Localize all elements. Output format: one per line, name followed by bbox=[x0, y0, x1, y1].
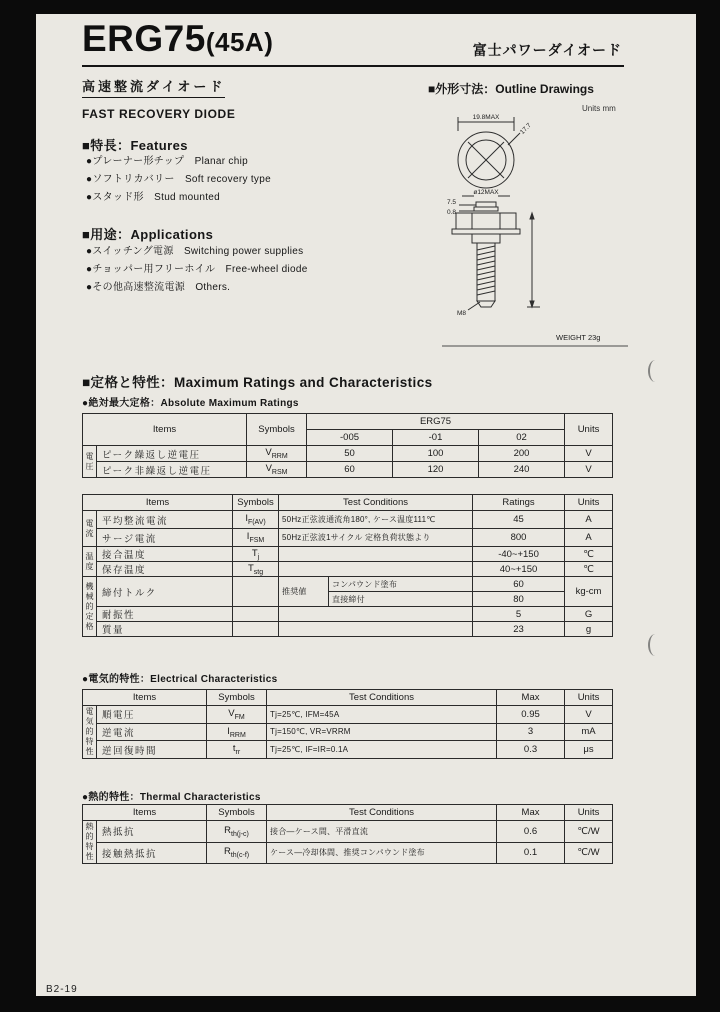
header-units: Units bbox=[565, 495, 613, 511]
header-symbols: Symbols bbox=[207, 690, 267, 706]
datasheet-page bbox=[36, 14, 696, 996]
cell-condition bbox=[279, 607, 473, 622]
cell-rating: 60 bbox=[473, 577, 565, 592]
symbol-sub: th(j-c) bbox=[231, 830, 249, 838]
symbol-sub: RRM bbox=[271, 452, 288, 460]
cell-condition: 50Hz正弦波通流角180°, ケース温度111℃ bbox=[279, 511, 473, 529]
cell-item: 接触熱抵抗 bbox=[97, 842, 207, 864]
applications-heading: ■用途：Applications bbox=[82, 227, 214, 242]
electrical-characteristics-table bbox=[82, 689, 613, 759]
table-row bbox=[83, 842, 613, 864]
symbol-main: R bbox=[224, 824, 231, 836]
cell-condition: ケース—冷却体間、推奨コンパウンド塗布 bbox=[267, 842, 497, 864]
symbol-main: I bbox=[227, 725, 230, 737]
cell-condition: Tj=150℃, VR=VRRM bbox=[267, 723, 497, 741]
cell-condition: Tj=25℃, IFM=45A bbox=[267, 706, 497, 724]
list-item: ●チョッパー用フリーホイル Free-wheel diode bbox=[86, 264, 308, 275]
cell-symbol bbox=[207, 706, 267, 724]
header-units: Units bbox=[565, 805, 613, 821]
cell-symbol bbox=[233, 622, 279, 637]
cell-unit: ℃/W bbox=[565, 821, 613, 843]
cell-unit: μs bbox=[565, 741, 613, 759]
list-item: ●その他高速整流電源 Others. bbox=[86, 282, 231, 293]
current-rating: (45A) bbox=[205, 27, 274, 57]
cell-item: 接合温度 bbox=[97, 547, 233, 562]
table-row bbox=[83, 562, 613, 577]
header-items: Items bbox=[83, 414, 247, 446]
thermal-heading: ●熱的特性：Thermal Characteristics bbox=[82, 792, 261, 803]
cell-value: 200 bbox=[479, 446, 565, 462]
cell-unit: ℃ bbox=[565, 562, 613, 577]
dim-cap-height: 7.5 bbox=[446, 199, 456, 206]
header-series: ERG75 bbox=[307, 414, 565, 430]
ratings-heading: ■定格と特性：Maximum Ratings and Characteristics bbox=[82, 375, 433, 390]
table-row bbox=[83, 462, 613, 478]
cell-condition: Tj=25℃, IF=IR=0.1A bbox=[267, 741, 497, 759]
cell-rating: 45 bbox=[473, 511, 565, 529]
cell-item: ピーク繰返し逆電圧 bbox=[97, 446, 247, 462]
group-label-current: 電流 bbox=[83, 511, 97, 547]
cell-item: 保存温度 bbox=[97, 562, 233, 577]
cell-symbol bbox=[233, 547, 279, 562]
symbol-sub: RSM bbox=[271, 468, 288, 476]
header-units: Units bbox=[565, 414, 613, 446]
cell-item: サージ電流 bbox=[97, 529, 233, 547]
header-items: Items bbox=[83, 495, 233, 511]
symbol-main: V bbox=[265, 447, 272, 459]
cell-item: 逆回復時間 bbox=[97, 741, 207, 759]
symbol-main: T bbox=[251, 547, 258, 559]
header-symbols: Symbols bbox=[247, 414, 307, 446]
dim-body-diameter: ø12MAX bbox=[473, 189, 499, 196]
symbol-sub: j bbox=[257, 553, 260, 561]
symbol-sub: F(AV) bbox=[247, 518, 266, 526]
symbol-sub: FM bbox=[234, 713, 245, 721]
voltage-ratings-table bbox=[82, 413, 613, 478]
header-symbols: Symbols bbox=[233, 495, 279, 511]
header-max: Max bbox=[497, 805, 565, 821]
cell-item: 質量 bbox=[97, 622, 233, 637]
cell-unit: A bbox=[565, 529, 613, 547]
table-row bbox=[83, 446, 613, 462]
cell-unit: G bbox=[565, 607, 613, 622]
product-name-en: FAST RECOVERY DIODE bbox=[82, 107, 236, 121]
symbol-main: V bbox=[228, 707, 235, 719]
cell-max: 0.3 bbox=[497, 741, 565, 759]
group-label-mechanical: 機械的定格 bbox=[83, 577, 97, 637]
cell-value: 120 bbox=[393, 462, 479, 478]
symbol-main: T bbox=[247, 562, 254, 574]
page-number: B2-19 bbox=[46, 984, 78, 995]
cell-unit: kg-cm bbox=[565, 577, 613, 607]
header-symbols: Symbols bbox=[207, 805, 267, 821]
cell-unit: mA bbox=[565, 723, 613, 741]
cell-symbol bbox=[207, 723, 267, 741]
table-row bbox=[83, 495, 613, 511]
cell-symbol bbox=[233, 607, 279, 622]
cell-item: 平均整流電流 bbox=[97, 511, 233, 529]
table-row bbox=[83, 529, 613, 547]
cell-symbol bbox=[207, 842, 267, 864]
group-label-voltage: 電圧 bbox=[83, 446, 97, 478]
cell-max: 3 bbox=[497, 723, 565, 741]
outline-drawing bbox=[428, 110, 638, 355]
header-variant: -005 bbox=[307, 430, 393, 446]
maximum-ratings-table bbox=[82, 494, 613, 637]
cell-rating: 80 bbox=[473, 592, 565, 607]
symbol-main: I bbox=[246, 531, 250, 543]
symbol-sub: stg bbox=[253, 568, 264, 576]
applications-list bbox=[86, 243, 308, 297]
table-row bbox=[83, 741, 613, 759]
header-conditions: Test Conditions bbox=[267, 805, 497, 821]
header-units: Units bbox=[565, 690, 613, 706]
brand-name: 富士パワーダイオード bbox=[472, 42, 622, 58]
cell-unit: V bbox=[565, 446, 613, 462]
cell-symbol bbox=[207, 741, 267, 759]
symbol-main: t bbox=[232, 743, 236, 755]
cell-symbol bbox=[233, 529, 279, 547]
features-list bbox=[86, 153, 271, 207]
header-rule bbox=[82, 65, 624, 67]
page-title bbox=[82, 18, 273, 60]
cell-item: 逆電流 bbox=[97, 723, 207, 741]
symbol-sub: rr bbox=[235, 749, 241, 757]
cell-rating: -40~+150 bbox=[473, 547, 565, 562]
table-row bbox=[83, 723, 613, 741]
table-row bbox=[83, 511, 613, 529]
cell-rating: 23 bbox=[473, 622, 565, 637]
header-variant: 02 bbox=[479, 430, 565, 446]
cell-max: 0.6 bbox=[497, 821, 565, 843]
cell-symbol bbox=[233, 562, 279, 577]
thermal-characteristics-table bbox=[82, 804, 613, 864]
list-item: ●ソフトリカバリー Soft recovery type bbox=[86, 174, 271, 185]
dim-top-width: 19.8MAX bbox=[472, 114, 500, 121]
symbol-main: V bbox=[265, 463, 272, 475]
cell-item: 耐振性 bbox=[97, 607, 233, 622]
cell-symbol bbox=[233, 577, 279, 607]
list-item: ●スタッド形 Stud mounted bbox=[86, 192, 221, 203]
header-max: Max bbox=[497, 690, 565, 706]
cell-condition bbox=[279, 622, 473, 637]
header-ratings: Ratings bbox=[473, 495, 565, 511]
table-row bbox=[83, 805, 613, 821]
symbol-main: I bbox=[245, 513, 248, 525]
list-item: ●プレーナー形チップ Planar chip bbox=[86, 156, 248, 167]
electrical-heading: ●電気的特性：Electrical Characteristics bbox=[82, 674, 278, 685]
cell-condition: コンパウンド塗布 bbox=[329, 577, 473, 592]
header-conditions: Test Conditions bbox=[267, 690, 497, 706]
cell-condition bbox=[279, 547, 473, 562]
header-conditions: Test Conditions bbox=[279, 495, 473, 511]
product-name-jp: 高速整流ダイオード bbox=[82, 76, 225, 98]
cell-max: 0.1 bbox=[497, 842, 565, 864]
group-label-temperature: 温度 bbox=[83, 547, 97, 577]
part-number: ERG75 bbox=[82, 18, 206, 59]
symbol-sub: th(c-f) bbox=[230, 852, 250, 860]
abs-max-heading: ●絶対最大定格：Absolute Maximum Ratings bbox=[82, 398, 299, 409]
symbol-sub: RRM bbox=[229, 731, 246, 739]
table-row bbox=[83, 607, 613, 622]
cell-unit: V bbox=[565, 706, 613, 724]
symbol-sub: FSM bbox=[249, 536, 265, 544]
cell-max: 0.95 bbox=[497, 706, 565, 724]
cell-unit: ℃/W bbox=[565, 842, 613, 864]
cell-condition bbox=[279, 562, 473, 577]
units-note: Units mm bbox=[582, 104, 616, 113]
header-items: Items bbox=[83, 805, 207, 821]
cell-symbol bbox=[233, 511, 279, 529]
outline-heading: ■外形寸法：Outline Drawings bbox=[428, 82, 594, 96]
group-label-thermal: 熱的特性 bbox=[83, 821, 97, 864]
table-row bbox=[83, 622, 613, 637]
cell-symbol bbox=[247, 446, 307, 462]
table-row bbox=[83, 690, 613, 706]
cell-symbol bbox=[247, 462, 307, 478]
table-row bbox=[83, 577, 613, 592]
cell-condition: 接合—ケース間、平滑直流 bbox=[267, 821, 497, 843]
cell-value: 50 bbox=[307, 446, 393, 462]
cell-unit: g bbox=[565, 622, 613, 637]
cell-item: 熱抵抗 bbox=[97, 821, 207, 843]
scan-artifact bbox=[648, 360, 660, 382]
cell-unit: V bbox=[565, 462, 613, 478]
cell-rating: 40~+150 bbox=[473, 562, 565, 577]
cell-unit: A bbox=[565, 511, 613, 529]
symbol-main: R bbox=[223, 846, 231, 858]
table-row bbox=[83, 547, 613, 562]
table-row bbox=[83, 821, 613, 843]
cell-value: 100 bbox=[393, 446, 479, 462]
weight-note: WEIGHT 23g bbox=[556, 333, 601, 342]
list-item: ●スイッチング電源 Switching power supplies bbox=[86, 246, 304, 257]
cell-rating: 800 bbox=[473, 529, 565, 547]
cell-item: 締付トルク bbox=[97, 577, 233, 607]
table-row bbox=[83, 414, 613, 430]
dim-thread-size: M8 bbox=[456, 310, 466, 317]
dim-washer-height: 0.8 bbox=[446, 209, 456, 216]
cell-value: 240 bbox=[479, 462, 565, 478]
cell-item: ピーク非繰返し逆電圧 bbox=[97, 462, 247, 478]
header-items: Items bbox=[83, 690, 207, 706]
cell-condition: 直接締付 bbox=[329, 592, 473, 607]
cell-symbol bbox=[207, 821, 267, 843]
cell-unit: ℃ bbox=[565, 547, 613, 562]
scan-artifact bbox=[648, 634, 660, 656]
group-label-electrical: 電気的特性 bbox=[83, 706, 97, 759]
features-heading: ■特長：Features bbox=[82, 138, 188, 153]
table-row bbox=[83, 706, 613, 724]
header-variant: -01 bbox=[393, 430, 479, 446]
cell-condition: 50Hz正弦波1サイクル 定格負荷状態より bbox=[279, 529, 473, 547]
cell-rating: 5 bbox=[473, 607, 565, 622]
cell-item: 順電圧 bbox=[97, 706, 207, 724]
cell-note: 推奨値 bbox=[279, 577, 329, 607]
dim-hex-width: 17.7 bbox=[518, 121, 533, 136]
cell-value: 60 bbox=[307, 462, 393, 478]
